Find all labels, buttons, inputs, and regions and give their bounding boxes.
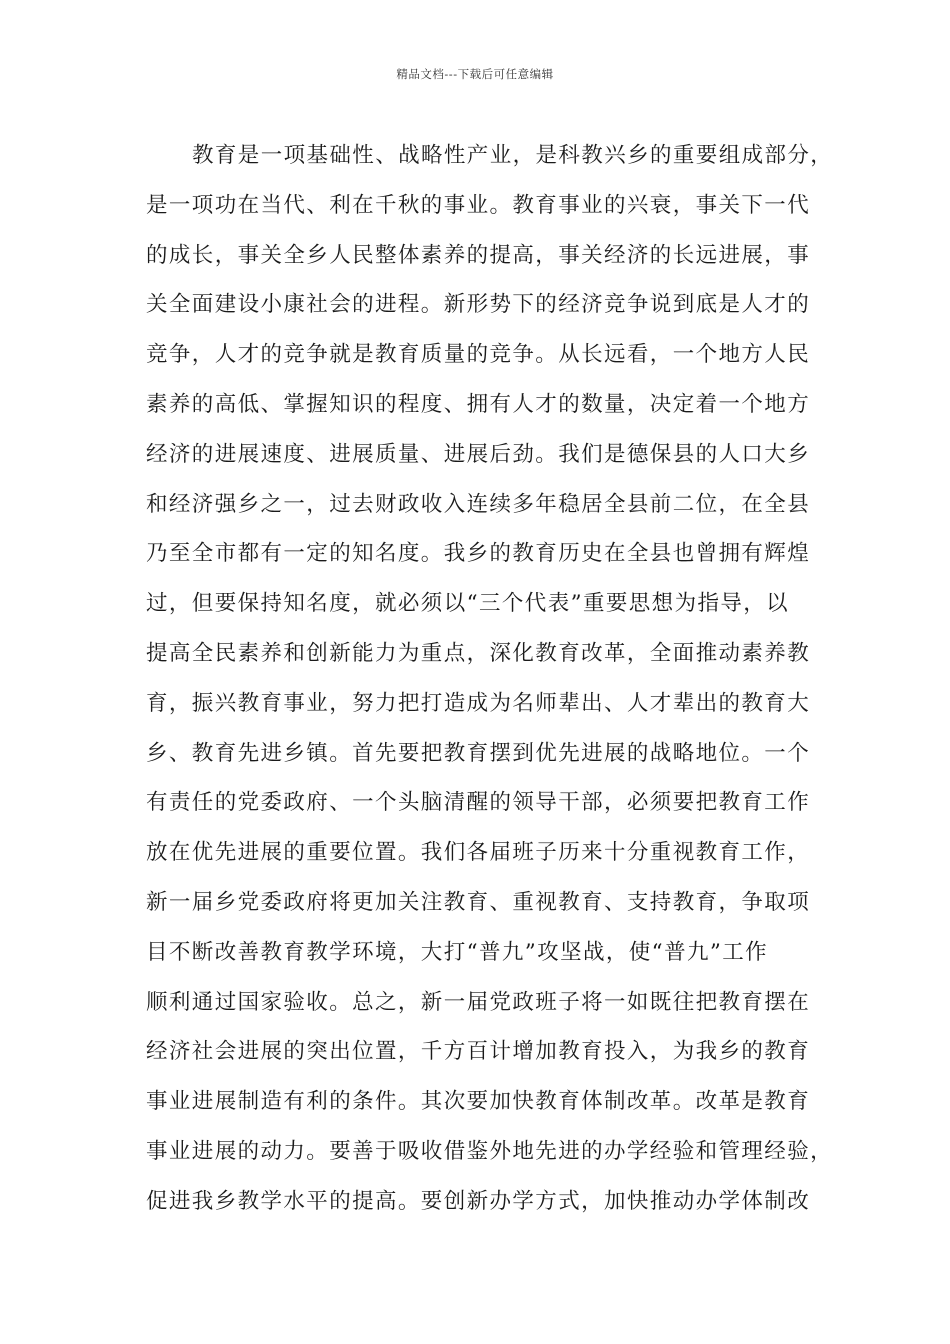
paragraph-line: 竞争，人才的竞争就是教育质量的竞争。从长远看，一个地方人民 xyxy=(146,342,811,368)
paragraph-line: 放在优先进展的重要位置。我们各届班子历来十分重视教育工作， xyxy=(146,840,811,866)
paragraph-line: 过，但要保持知名度，就必须以“三个代表”重要思想为指导，以 xyxy=(146,591,790,617)
paragraph-line: 乡、教育先进乡镇。首先要把教育摆到优先进展的战略地位。一个 xyxy=(146,740,811,766)
paragraph-line: 关全面建设小康社会的进程。新形势下的经济竞争说到底是人才的 xyxy=(146,292,811,318)
paragraph-line: 事业进展的动力。要善于吸收借鉴外地先进的办学经验和管理经验， xyxy=(146,1138,834,1164)
body-paragraph xyxy=(146,131,834,1227)
paragraph-line: 育，振兴教育事业，努力把打造成为名师辈出、人才辈出的教育大 xyxy=(146,690,811,716)
paragraph-line: 教育是一项基础性、战略性产业，是科教兴乡的重要组成部分， xyxy=(192,143,834,168)
page-header: 精品文档---下载后可任意编辑 xyxy=(396,67,554,81)
paragraph-line: 是一项功在当代、利在千秋的事业。教育事业的兴衰，事关下一代 xyxy=(146,192,811,218)
paragraph-line: 促进我乡教学水平的提高。要创新办学方式，加快推动办学体制改 xyxy=(146,1188,811,1214)
paragraph-line: 有责任的党委政府、一个头脑清醒的领导干部，必须要把教育工作 xyxy=(146,790,811,816)
paragraph-line: 和经济强乡之一，过去财政收入连续多年稳居全县前二位，在全县 xyxy=(146,491,811,517)
paragraph-line: 新一届乡党委政府将更加关注教育、重视教育、支持教育，争取项 xyxy=(146,889,811,915)
paragraph-line: 的成长，事关全乡人民整体素养的提高，事关经济的长远进展，事 xyxy=(146,242,811,268)
paragraph-line: 经济的进展速度、进展质量、进展后劲。我们是德保县的人口大乡 xyxy=(146,441,811,467)
paragraph-line: 顺利通过国家验收。总之，新一届党政班子将一如既往把教育摆在 xyxy=(146,989,811,1015)
paragraph-line: 提高全民素养和创新能力为重点，深化教育改革，全面推动素养教 xyxy=(146,640,811,666)
paragraph-line: 素养的高低、掌握知识的程度、拥有人才的数量，决定着一个地方 xyxy=(146,391,811,417)
paragraph-line: 事业进展制造有利的条件。其次要加快教育体制改革。改革是教育 xyxy=(146,1089,811,1115)
paragraph-line: 目不断改善教育教学环境，大打“普九”攻坚战，使“普九”工作 xyxy=(146,939,769,965)
paragraph-line: 乃至全市都有一定的知名度。我乡的教育历史在全县也曾拥有辉煌 xyxy=(146,541,811,567)
paragraph-line: 经济社会进展的突出位置，千方百计增加教育投入，为我乡的教育 xyxy=(146,1039,811,1065)
